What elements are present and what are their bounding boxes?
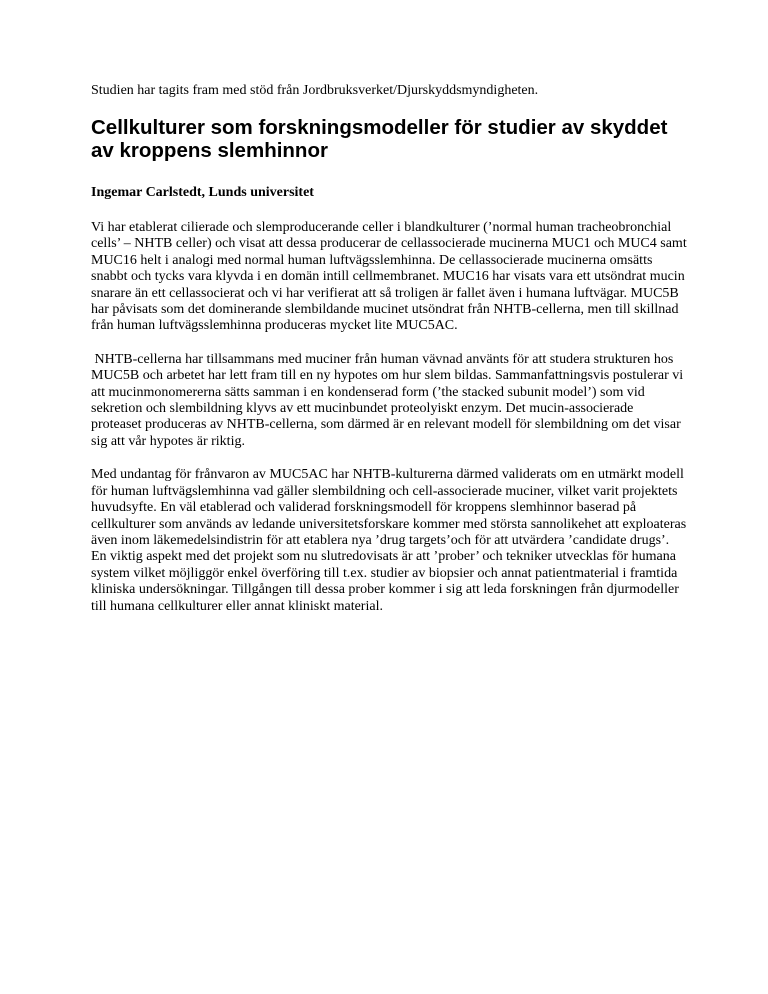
document-title: Cellkulturer som forskningsmodeller för studier av skyddet av kroppens slemhinnor (91, 116, 668, 162)
document-page (91, 82, 687, 632)
body-paragraph-2: NHTB-cellerna har tillsammans med muciner från human vävnad använts för att studera strukturen hos MUC5B och arbetet har lett fram till en ny hypotes om hur slem bildas. Sammanfattningsvis postulerar vi att mucinmonomererna sätts samman i en kondenserad form (’the stacked subunit model’) som vid sekretion och slembildning klyvs av ett mucinbundet proteolyiskt enzym. Det mucin-associerade proteaset produceras av NHTB-cellerna, som därmed är en relevant modell för slembildning om det visar sig att vår hypotes är riktig. (91, 351, 687, 449)
author-line: Ingemar Carlstedt, Lunds universitet (91, 185, 314, 200)
body-paragraph-1: Vi har etablerat cilierade och slemproducerande celler i blandkulturer (’normal human tracheobronchial cells’ – NHTB celler) och visat att dessa producerar de cellassocierade mucinerna MUC1 och MUC4 samt MUC16 helt i analogi med normal human luftvägsslemhinna. De cellassocierade mucinerna omsätts snabbt och tycks vara klyvda i en domän intill cellmembranet. MUC16 har visats vara ett utsöndrat mucin snarare än ett cellassocierat och vi har verifierat att så troligen är fallet även i humana luftvägar. MUC5B har påvisats som det dominerande slembildande mucinet utsöndrat från NHTB-cellerna, men till skillnad från human luftvägsslemhinna produceras mycket lite MUC5AC. (91, 220, 687, 334)
funding-note: Studien har tagits fram med stöd från Jordbruksverket/Djurskyddsmyndigheten. (91, 83, 539, 98)
body-paragraph-3: Med undantag för frånvaron av MUC5AC har NHTB-kulturerna därmed validerats om en utmärkt modell för human luftvägslemhinna vad gäller slembildning och cell-associerade muciner, vilket varit projektets huvudsyfte. En väl etablerad och validerad forskningsmodell för kroppens slemhinnor baserad på cellkulturer som används av ledande universitetsforskare kommer med största sannolikehet att exploateras även inom läkemedelsindistrin för att etablera nya ’drug targets’och för att utvärdera ’candidate drugs’. En viktig aspekt med det projekt som nu slutredovisats är att ’prober’ och tekniker utvecklas för humana system vilket möjliggör enkel överföring till t.ex. studier av biopsier och annat patientmaterial i framtida kliniska undersökningar. Tillgången till dessa prober kommer i sig att leda forskningen från djurmodeller till humana cellkulturer eller annat kliniskt material. (91, 467, 687, 614)
